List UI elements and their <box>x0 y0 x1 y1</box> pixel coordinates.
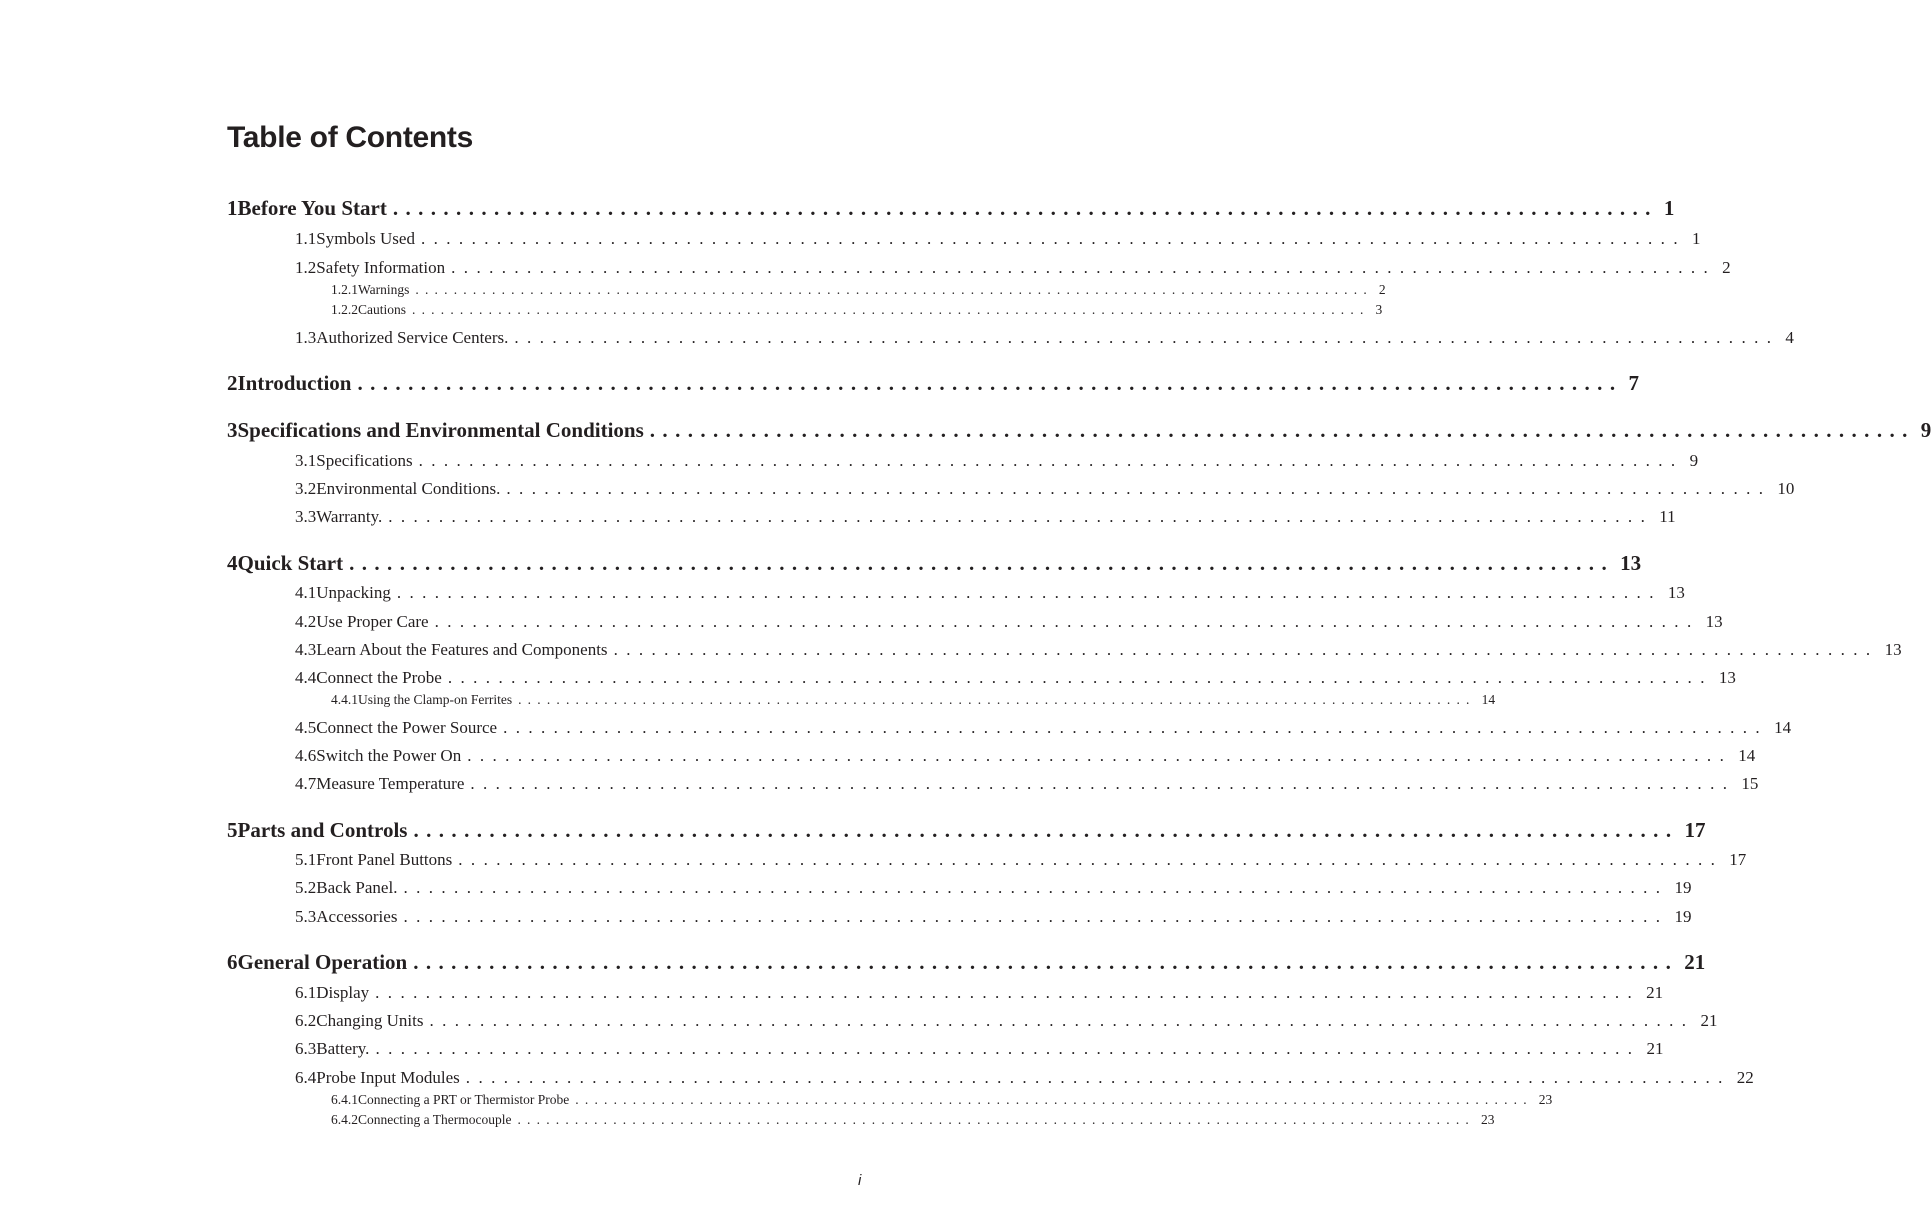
toc-leader: .................................................................................................... <box>503 718 1769 737</box>
toc-leader: .................................................................................................... <box>447 668 1713 687</box>
toc-number: 6 <box>227 950 238 974</box>
toc-label: Specifications <box>316 451 413 470</box>
toc-label: Display <box>316 983 370 1002</box>
toc-leader: .................................................................................................... <box>418 451 1684 470</box>
toc-page: 17 <box>1684 818 1706 842</box>
toc-section[interactable] <box>295 1068 1754 1088</box>
toc-section[interactable] <box>295 718 1792 738</box>
toc-leader: .................................................................................................... <box>575 1092 1533 1107</box>
toc-page: 13 <box>1718 668 1736 687</box>
toc-leader: .................................................................................................... <box>412 302 1370 317</box>
toc-label: Unpacking <box>316 583 391 602</box>
toc-number: 6.2 <box>295 1011 317 1030</box>
toc-leader: .................................................................................................... <box>396 583 1662 602</box>
toc-label: Front Panel Buttons <box>316 850 453 869</box>
toc-number: 6.4.1 <box>331 1092 358 1107</box>
toc-leader: .................................................................................................... <box>465 1068 1731 1087</box>
toc-chapter[interactable] <box>227 196 1675 221</box>
toc-section[interactable] <box>295 774 1759 794</box>
toc-page: 1 <box>1663 196 1675 220</box>
toc-label: Connect the Power Source <box>316 718 498 737</box>
toc-section[interactable] <box>295 612 1723 632</box>
toc-leader: .................................................................................................... <box>349 551 1615 575</box>
toc-number: 1.2 <box>295 258 317 277</box>
toc-number: 4.5 <box>295 718 317 737</box>
toc-section[interactable] <box>295 258 1731 278</box>
toc-label: Learn About the Features and Components <box>316 640 608 659</box>
toc-leader: .................................................................................................... <box>429 1011 1695 1030</box>
toc-number: 1.1 <box>295 229 317 248</box>
toc-leader: .................................................................................................... <box>517 1112 1475 1127</box>
toc-leader: .................................................................................................... <box>375 1039 1641 1058</box>
toc-label: Cautions <box>358 302 407 317</box>
toc-leader: .................................................................................................... <box>514 328 1780 347</box>
toc-number: 4.4 <box>295 668 317 687</box>
toc-page: 19 <box>1674 878 1692 897</box>
toc-chapter[interactable] <box>227 950 1706 975</box>
toc-label: Before You Start <box>237 196 387 220</box>
toc-section[interactable] <box>295 668 1736 688</box>
toc-number: 3.2 <box>295 479 317 498</box>
toc-section[interactable] <box>295 507 1676 527</box>
toc-label: Battery. <box>316 1039 370 1058</box>
toc-leader: .................................................................................................... <box>458 850 1724 869</box>
toc-page: 22 <box>1736 1068 1754 1087</box>
toc-page: 4 <box>1785 328 1794 347</box>
toc-label: Environmental Conditions. <box>316 479 501 498</box>
toc-label: Switch the Power On <box>316 746 462 765</box>
toc-number: 1.2.2 <box>331 302 358 317</box>
toc-label: Parts and Controls <box>237 818 408 842</box>
toc-page: 13 <box>1884 640 1902 659</box>
toc-leader: .................................................................................................... <box>613 640 1879 659</box>
page-title: Table of Contents <box>227 121 474 154</box>
toc-number: 4 <box>227 551 238 575</box>
toc-page: 1 <box>1691 229 1701 248</box>
toc-leader: .................................................................................................... <box>649 418 1915 442</box>
page-number: i <box>858 1172 862 1189</box>
toc-label: Connect the Probe <box>316 668 442 687</box>
toc-page: 9 <box>1920 418 1931 442</box>
toc-leader: .................................................................................................... <box>413 818 1679 842</box>
toc-leader: .................................................................................................... <box>403 878 1669 897</box>
toc-section[interactable] <box>295 746 1756 766</box>
toc-section[interactable] <box>295 878 1692 898</box>
toc-number: 1.2.1 <box>331 282 358 297</box>
toc-section[interactable] <box>295 640 1902 660</box>
toc-number: 6.1 <box>295 983 317 1002</box>
toc-label: Warnings <box>358 282 410 297</box>
toc-page: 21 <box>1646 1039 1664 1058</box>
toc-number: 6.4 <box>295 1068 317 1087</box>
toc-label: Use Proper Care <box>316 612 429 631</box>
toc-leader: .................................................................................................... <box>375 983 1641 1002</box>
toc-label: Safety Information <box>316 258 446 277</box>
toc-number: 4.2 <box>295 612 317 631</box>
toc-section[interactable] <box>295 328 1794 348</box>
toc-leader: .................................................................................................... <box>388 507 1654 526</box>
toc-chapter[interactable] <box>227 371 1639 396</box>
toc-subsection[interactable] <box>331 302 1383 318</box>
toc-number: 1.3 <box>295 328 317 347</box>
toc-label: Changing Units <box>316 1011 424 1030</box>
toc-section[interactable] <box>295 983 1664 1003</box>
toc-label: Back Panel. <box>316 878 398 897</box>
toc-section[interactable] <box>295 451 1699 471</box>
toc-page: 3 <box>1375 302 1383 317</box>
toc-page: 21 <box>1684 950 1706 974</box>
toc-page: 7 <box>1628 371 1639 395</box>
toc-chapter[interactable] <box>227 551 1642 576</box>
toc-section[interactable] <box>295 1011 1718 1031</box>
toc-page: 21 <box>1700 1011 1718 1030</box>
toc-number: 4.7 <box>295 774 317 793</box>
toc-label: Warranty. <box>316 507 383 526</box>
toc-leader: .................................................................................................... <box>470 774 1736 793</box>
toc-label: Symbols Used <box>316 229 415 248</box>
toc-number: 6.3 <box>295 1039 317 1058</box>
toc-page: 23 <box>1480 1112 1495 1127</box>
toc-number: 3.3 <box>295 507 317 526</box>
toc-label: Accessories <box>316 907 398 926</box>
toc-number: 6.4.2 <box>331 1112 358 1127</box>
toc-label: Using the Clamp-on Ferrites <box>358 692 513 707</box>
toc-page: 14 <box>1738 746 1756 765</box>
toc-leader: .................................................................................................... <box>403 907 1669 926</box>
toc-leader: .................................................................................................... <box>506 479 1772 498</box>
toc-subsection[interactable] <box>331 692 1496 708</box>
toc-section[interactable] <box>295 850 1747 870</box>
toc-leader: .................................................................................................... <box>415 282 1373 297</box>
toc-subsection[interactable] <box>331 1092 1553 1108</box>
toc-number: 4.4.1 <box>331 692 358 707</box>
toc-number: 5.3 <box>295 907 317 926</box>
toc-subsection[interactable] <box>331 1112 1495 1128</box>
toc-leader: .................................................................................................... <box>420 229 1686 248</box>
toc-leader: .................................................................................................... <box>451 258 1717 277</box>
toc-page: 19 <box>1674 907 1692 926</box>
toc-leader: .................................................................................................... <box>357 371 1623 395</box>
toc-section[interactable] <box>295 583 1685 603</box>
toc-page: 13 <box>1620 551 1642 575</box>
toc-page: 15 <box>1741 774 1759 793</box>
toc-section[interactable] <box>295 229 1701 249</box>
toc-label: Probe Input Modules <box>316 1068 460 1087</box>
toc-number: 5 <box>227 818 238 842</box>
toc-number: 1 <box>227 196 238 220</box>
toc-number: 3 <box>227 418 238 442</box>
toc-page: 17 <box>1729 850 1747 869</box>
toc-page: 2 <box>1378 282 1386 297</box>
toc-section[interactable] <box>295 1039 1664 1059</box>
toc-section[interactable] <box>295 907 1692 927</box>
toc-label: Quick Start <box>237 551 344 575</box>
toc-chapter[interactable] <box>227 418 1931 443</box>
toc-leader: .................................................................................................... <box>392 196 1658 220</box>
toc-page: 11 <box>1659 507 1676 526</box>
toc-number: 3.1 <box>295 451 317 470</box>
toc-leader: .................................................................................................... <box>413 950 1679 974</box>
toc-number: 4.6 <box>295 746 317 765</box>
toc-label: Specifications and Environmental Conditions <box>237 418 644 442</box>
toc-label: Authorized Service Centers. <box>316 328 509 347</box>
toc-page: 13 <box>1705 612 1723 631</box>
toc-page: 9 <box>1689 451 1699 470</box>
toc-chapter[interactable] <box>227 818 1706 843</box>
toc-number: 5.1 <box>295 850 317 869</box>
toc-leader: .................................................................................................... <box>467 746 1733 765</box>
toc-page: 21 <box>1646 983 1664 1002</box>
toc-label: Connecting a Thermocouple <box>358 1112 512 1127</box>
toc-label: Connecting a PRT or Thermistor Probe <box>358 1092 570 1107</box>
toc-page: 10 <box>1777 479 1795 498</box>
toc-label: General Operation <box>237 950 408 974</box>
toc-label: Measure Temperature <box>316 774 465 793</box>
toc-section[interactable] <box>295 479 1795 499</box>
toc-label: Introduction <box>237 371 352 395</box>
toc-page: 13 <box>1667 583 1685 602</box>
toc-page: 14 <box>1774 718 1792 737</box>
toc-leader: .................................................................................................... <box>518 692 1476 707</box>
toc-number: 4.1 <box>295 583 317 602</box>
toc-leader: .................................................................................................... <box>434 612 1700 631</box>
toc-number: 2 <box>227 371 238 395</box>
toc-number: 5.2 <box>295 878 317 897</box>
toc-page: 14 <box>1481 692 1496 707</box>
toc-page: 2 <box>1722 258 1731 277</box>
toc-subsection[interactable] <box>331 282 1386 298</box>
toc-number: 4.3 <box>295 640 317 659</box>
toc-page: 23 <box>1538 1092 1553 1107</box>
